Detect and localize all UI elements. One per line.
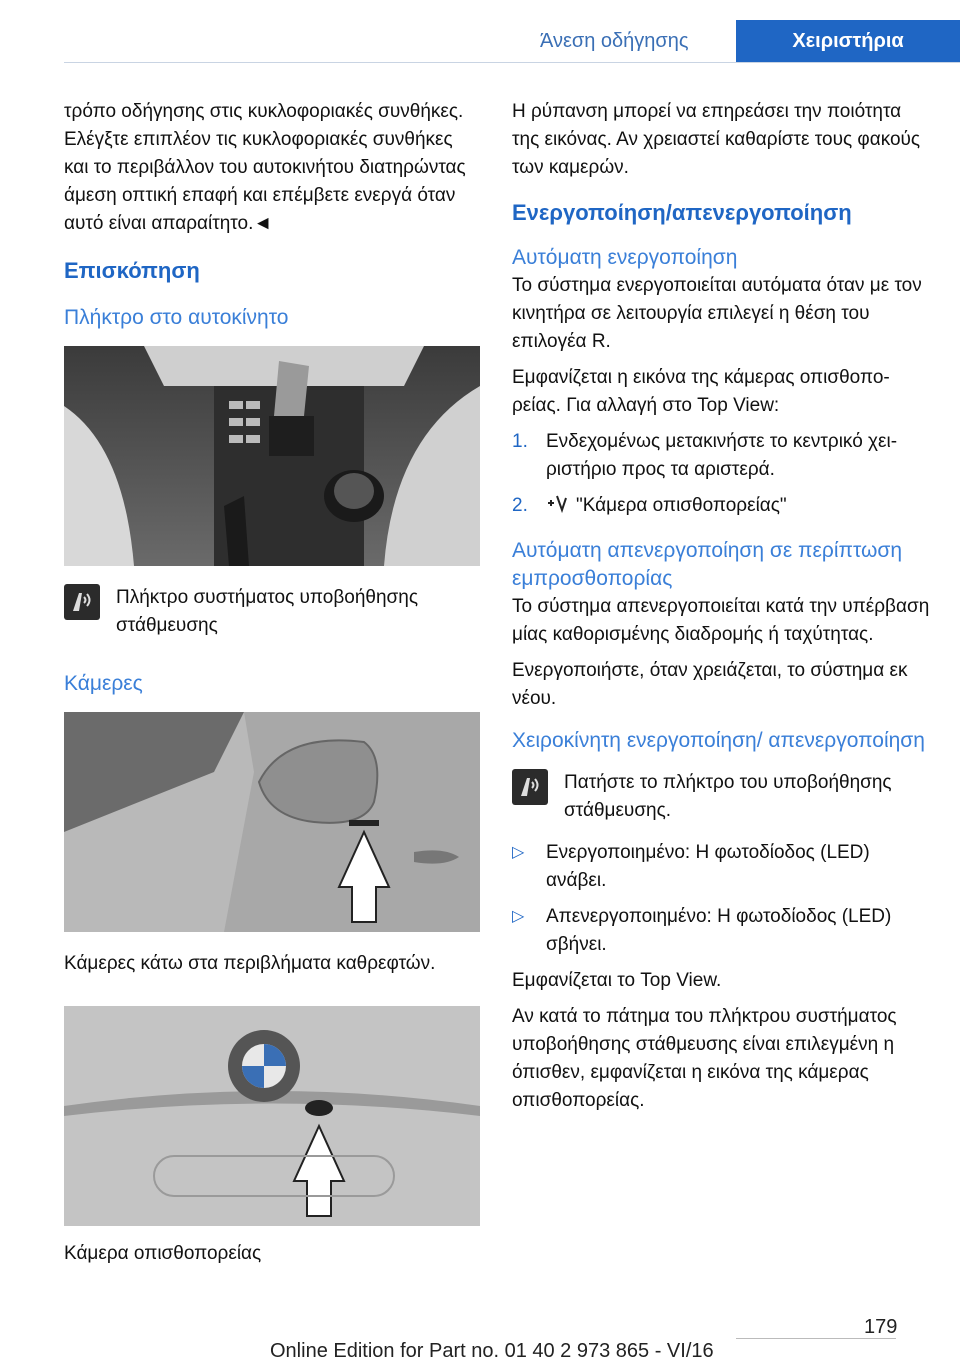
- rear-view-paragraph: Εμφανίζεται η εικόνα της κάμερας οπισθοπορείας. Για αλλαγή στο Top View:: [512, 367, 890, 416]
- parking-assist-icon: [512, 769, 548, 805]
- footer-rule: [736, 1338, 896, 1339]
- mirror-camera-illustration: [64, 712, 480, 932]
- chapter-tab[interactable]: Χειριστήρια: [736, 20, 960, 62]
- final-paragraph: Αν κατά το πάτημα του πλήκτρου συστήματος υποβοήθησης στάθμευσης είναι επιλεγμένη η όπισθεν, εμφανίζεται η εικόνα της κάμερας οπισθοπορείας.: [512, 1006, 897, 1111]
- right-column: [512, 98, 932, 1115]
- intro-paragraph: τρόπο οδήγησης στις κυκλοφοριακές συνθήκες. Ελέγξτε επιπλέον τις κυκλοφοριακές συνθήκες και το περιβάλλον του αυτοκινήτου διατηρώντας άμεση οπτική επαφή και επέμβετε ενεργά όταν αυτό είναι απαραίτητο.◄: [64, 101, 466, 234]
- topview-paragraph: Εμφανίζεται το Top View.: [512, 970, 722, 991]
- auto-off-paragraph: Το σύστημα απενεργοποιείται κατά την υπέρβαση μίας καθορισμένης διαδρομής ή ταχύτητας.: [512, 596, 930, 645]
- heading-on-off: Ενεργοποίηση/απενεργοποίηση: [512, 200, 852, 225]
- rear-camera-caption: Κάμερα οπισθοπορείας: [64, 1243, 262, 1264]
- heading-overview: Επισκόπηση: [64, 258, 200, 283]
- triangle-bullet-icon: ▷: [512, 844, 525, 861]
- parking-assist-icon: [64, 584, 100, 620]
- reactivate-paragraph: Ενεργοποιήστε, όταν χρειάζεται, το σύστημα εκ νέου.: [512, 660, 908, 709]
- rear-camera-illustration: [64, 1006, 480, 1226]
- rear-camera-symbol-icon: [546, 492, 576, 523]
- triangle-bullet-icon: ▷: [512, 908, 525, 925]
- pdc-button-legend: [64, 584, 482, 640]
- page-header: [0, 0, 960, 64]
- mirror-camera-photo: [64, 712, 480, 932]
- press-button-text: Πατήστε το πλήκτρο του υποβοήθησης στάθμευσης.: [564, 772, 892, 821]
- rear-camera-photo: [64, 1006, 480, 1226]
- header-rule: [64, 62, 960, 63]
- heading-manual: Χειροκίνητη ενεργοποίηση/ απενεργοποίηση: [512, 729, 925, 752]
- step-text: "Κάμερα οπισθοπορείας": [576, 495, 787, 516]
- heading-auto-on: Αυτόματη ενεργοποίηση: [512, 246, 738, 269]
- page-number: 179: [864, 1316, 898, 1338]
- bullet-text: Ενεργοποιημένο: Η φωτοδίοδος (LED) ανάβει.: [546, 842, 870, 891]
- auto-on-paragraph: Το σύστημα ενεργοποιείται αυτόματα όταν με τον κινητήρα σε λειτουργία επιλεγεί η θέση του επιλογέα R.: [512, 275, 922, 352]
- heading-auto-off: Αυτόματη απενεργοποίηση σε περίπτωση εμπροσθοπορίας: [512, 539, 903, 590]
- edition-footer: Online Edition for Part no. 01 40 2 973 865 - VI/16: [270, 1340, 714, 1362]
- step-number: 2.: [512, 495, 528, 516]
- center-console-photo: [64, 346, 480, 566]
- center-console-illustration: [64, 346, 480, 566]
- step-number: 1.: [512, 431, 528, 452]
- heading-cameras: Κάμερες: [64, 672, 143, 695]
- left-column: [64, 98, 482, 1268]
- bullet-led-on: [512, 839, 932, 895]
- step-text: Ενδεχομένως μετακινήστε το κεντρικό χειριστήριο προς τα αριστερά.: [546, 431, 898, 480]
- press-button-instruction: [512, 769, 932, 825]
- dirt-paragraph: Η ρύπανση μπορεί να επηρεάσει την ποιότητα της εικόνας. Αν χρειαστεί καθαρίστε τους φακούς των καμερών.: [512, 101, 921, 178]
- mirror-camera-caption: Κάμερες κάτω στα περιβλήματα καθρεφτών.: [64, 953, 436, 974]
- section-title: Άνεση οδήγησης: [540, 30, 689, 52]
- heading-button-in-car: Πλήκτρο στο αυτοκίνητο: [64, 306, 289, 329]
- bullet-text: Απενεργοποιημένο: Η φωτοδίοδος (LED) σβήνει.: [546, 906, 892, 955]
- step-1: [512, 428, 932, 484]
- step-2: [512, 492, 932, 523]
- bullet-led-off: [512, 903, 932, 959]
- pdc-button-caption: Πλήκτρο συστήματος υποβοήθησης στάθμευσης: [116, 587, 418, 636]
